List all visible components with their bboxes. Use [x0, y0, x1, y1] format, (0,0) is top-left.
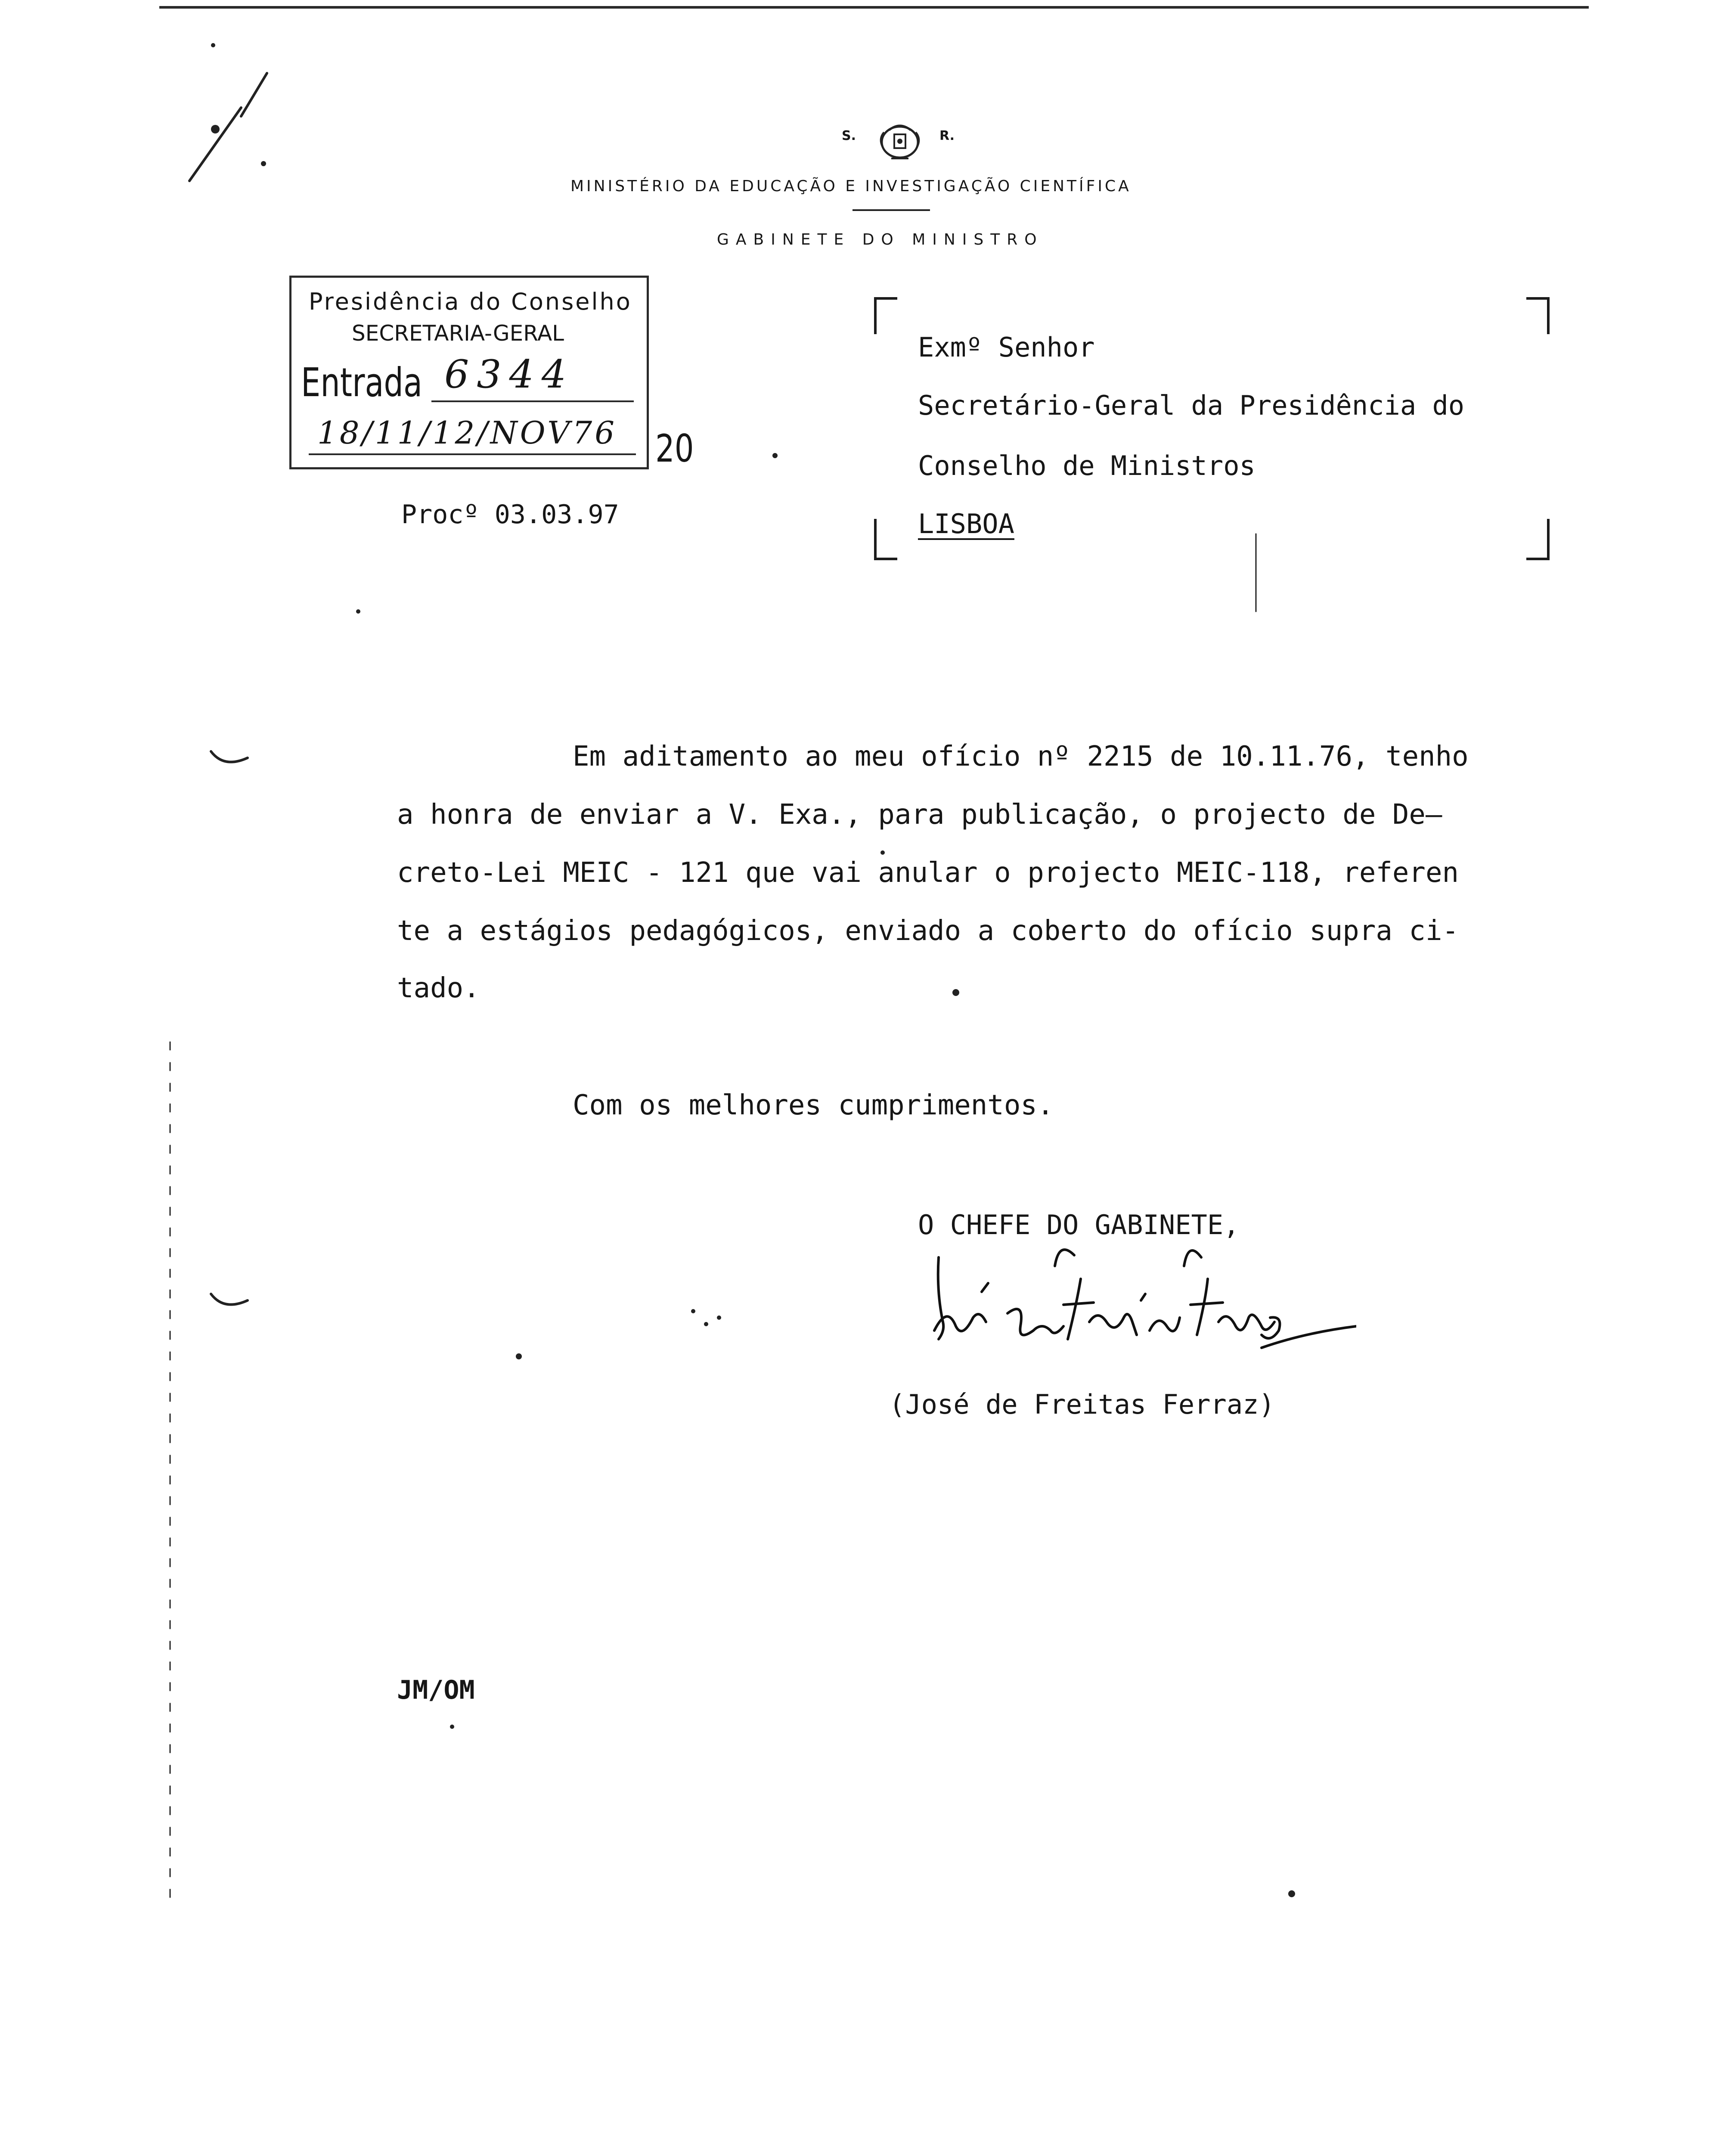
cabinet-heading: GABINETE DO MINISTRO [717, 231, 1044, 248]
entry-stamp [289, 276, 649, 469]
stamp-entrada-label: Entrada [301, 360, 422, 406]
stamp-entry-number: 6344 [444, 352, 574, 397]
address-organization: Conselho de Ministros [918, 450, 1256, 481]
address-corner-bottom-right [1526, 519, 1550, 560]
stamp-institution: Presidência do Conselho [309, 288, 632, 315]
seal-left-letter: S. [842, 128, 856, 143]
handwritten-signature [926, 1240, 1356, 1378]
address-city: LISBOA [918, 508, 1014, 540]
body-line: creto-Lei MEIC - 121 que vai anular o projecto MEIC-118, referen [397, 857, 1459, 889]
body-line: Em aditamento ao meu ofício nº 2215 de 10.11.76, tenho [573, 741, 1469, 772]
ministry-heading: MINISTÉRIO DA EDUCAÇÃO E INVESTIGAÇÃO CIENTÍFICA [570, 177, 1132, 195]
address-salutation: Exmº Senhor [918, 332, 1095, 363]
body-line: tado. [397, 972, 480, 1004]
stamp-extra-number: 20 [655, 426, 694, 471]
reference-initials: JM/OM [397, 1675, 475, 1705]
scan-top-edge [159, 6, 1589, 9]
body-line: a honra de enviar a V. Exa., para publicação, o projecto de De— [397, 799, 1442, 831]
stamp-entry-underline [431, 400, 634, 402]
signatory-title: O CHEFE DO GABINETE, [918, 1209, 1240, 1241]
signatory-name: (José de Freitas Ferraz) [889, 1389, 1275, 1420]
letterhead-divider [852, 209, 930, 211]
process-number: Procº 03.03.97 [401, 499, 619, 530]
stamp-date-underline [309, 453, 636, 455]
stamp-department: SECRETARIA-GERAL [352, 321, 564, 346]
stamp-date: 18/11/12/NOV76 [317, 415, 617, 451]
seal-right-letter: R. [939, 128, 955, 143]
address-corner-top-left [874, 297, 897, 334]
address-corner-top-right [1526, 297, 1550, 334]
address-corner-bottom-left [874, 519, 897, 560]
coat-of-arms-icon [872, 117, 928, 164]
address-recipient: Secretário-Geral da Presidência do [918, 390, 1465, 421]
body-line: te a estágios pedagógicos, enviado a coberto do ofício supra ci- [397, 915, 1459, 947]
closing-salutation: Com os melhores cumprimentos. [573, 1089, 1054, 1121]
